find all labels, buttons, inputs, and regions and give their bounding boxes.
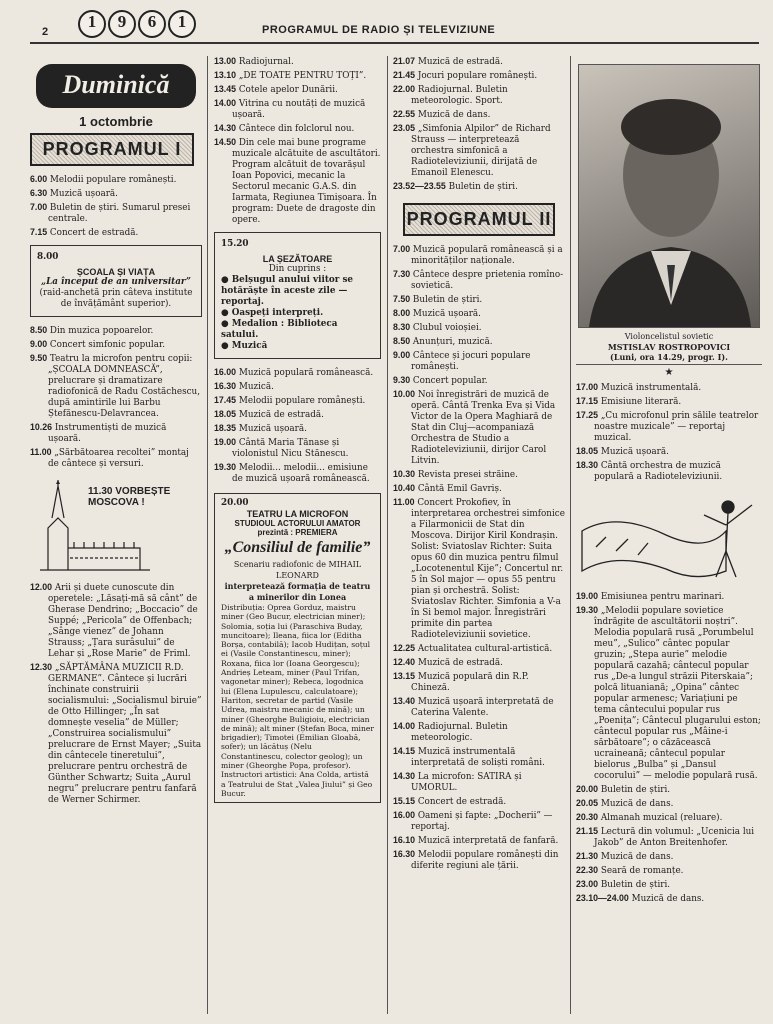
program-time: 13.45 (214, 84, 237, 94)
program-text: Instrumentiști de muzică ușoară. (48, 423, 167, 444)
program-item (393, 657, 565, 669)
program-text: „SĂPTĂMÂNA MUZICII R.D. GERMANE”. Cântece și lucrări închinate construirii socialismului: „Socialismul biruie” de Otto Hillinger; „În sat domnește veselia” de Müller; „Construirea socialismului” prelucrare de Ernst Mayer; „Suita din cântecele tineretului”, prelucrare pentru orchestră de Günther Schwartz; Suita „Aurul negru” prelucrare pentru fanfară de Werner Schirmer. (48, 663, 202, 805)
program-item (393, 796, 565, 808)
program-text: Cântece din folclorul nou. (238, 124, 355, 134)
scoala-si-viata-box (30, 245, 202, 317)
program-text: Buletin de știri. Sumarul presei centrale. (48, 203, 191, 224)
year-digit: 1 (78, 10, 106, 38)
program-time: 19.00 (214, 437, 237, 447)
program-time: 20.00 (576, 784, 599, 794)
program-time: 17.45 (214, 395, 237, 405)
program-time: 16.00 (393, 810, 416, 820)
program-text: Concert Prokofiev, în interpretarea orchestrei simfonice a Filarmonicii de Stat din Moscova. Dirijor Kiril Kondrașin. Solist: Sviatoslav Richter: Suita opus 60 din muzica pentru filmul „Locotenentul Kije”; Concertul nr. 5 în Sol major — opus 55 pentru pian și orchestră. Solist: Sviatoslav Richter. Simfonia a V-a în Si bemol major. Înregistrări primite din partea Radioteleviziunii sovietice. (411, 498, 565, 640)
program-text: Emisiune literară. (600, 397, 682, 407)
program-text: „Melodii populare sovietice îndrăgite de ascultătorii noștri”. Melodia populară rusă „Porumbelul meu”, „Sulico” cântec popular gruzin; „Stepa aurie” melodie populară cazahă; cântecul popular rus „De-a lungul străzii Piterskaia”; polcă lituaniană; „Opina” cântec popular armenesc; Variațiuni pe tema cântecului popular rus „Poenița”; Cântecul plugarului eston; cântecul popular rus „Mâine-i sărbătoare”; o căzăcească ucraineană; cântecul popular bielorus „Bulba” și „Dansul cocorului” — melodie populară rusă. (594, 606, 761, 781)
program-item (576, 396, 762, 408)
program-item (393, 350, 565, 373)
program-item (576, 446, 762, 458)
program-time: 7.50 (393, 294, 411, 304)
program-time: 7.00 (30, 202, 48, 212)
program-time: 16.00 (214, 367, 237, 377)
column-divider (570, 56, 571, 1014)
program-text: Muzică ușoară. (238, 424, 307, 434)
program-item (214, 70, 381, 82)
program-text: „DE TOATE PENTRU TOȚI”. (238, 71, 367, 81)
program-item (576, 410, 762, 444)
program-2-banner: PROGRAMUL II (403, 203, 555, 236)
theatre-line2: STUDIOUL ACTORULUI AMATOR (234, 519, 361, 528)
kremlin-tower-sketch (30, 478, 202, 574)
program-text: „Sărbătoarea recoltei” montaj de cântece și versuri. (48, 448, 189, 469)
theatre-author: Scenariu radiofonic de MIHAIL LEONARD (233, 560, 362, 580)
page-header (30, 12, 759, 44)
program-text: Muzică populară românească. (238, 368, 374, 378)
program-time: 21.45 (393, 70, 416, 80)
program-item (393, 835, 565, 847)
program-item (393, 269, 565, 292)
program-item (214, 462, 381, 485)
year-digit: 9 (108, 10, 136, 38)
program-time: 21.15 (576, 826, 599, 836)
rostropovici-photo (578, 64, 760, 328)
orchestra-sketch (576, 491, 762, 583)
program-text: „Simfonia Alpilor” de Richard Strauss — interpretează orchestra simfonică a Radioteleviziunii, dirijată de Emanoil Elenescu. (411, 124, 551, 178)
program-item (576, 893, 762, 905)
program-item (576, 851, 762, 863)
teatru-la-microfon-box (214, 493, 381, 803)
program-item (393, 771, 565, 794)
program-text: Cântece și jocuri populare românești. (411, 351, 531, 372)
program-time: 14.00 (214, 98, 237, 108)
program-item (576, 784, 762, 796)
program-time: 10.26 (30, 422, 53, 432)
program-time: 19.30 (214, 462, 237, 472)
program-text: Muzică de estradă. (417, 658, 503, 668)
program-text: Muzică de estradă. (417, 57, 503, 67)
program-item (393, 109, 565, 121)
program-item (393, 696, 565, 719)
program-text: Muzică de dans. (631, 894, 705, 904)
program-item (214, 84, 381, 96)
program-item (214, 137, 381, 226)
column-divider (387, 56, 388, 1014)
program-item (214, 423, 381, 435)
theatre-line1: TEATRU LA MICROFON (246, 509, 349, 519)
program-time: 16.30 (214, 381, 237, 391)
program-time: 8.50 (393, 336, 411, 346)
program-text: Clubul voioșiei. (412, 323, 482, 333)
program-item (393, 123, 565, 179)
program-item (214, 395, 381, 407)
program-text: Muzică de dans. (600, 852, 674, 862)
program-text: Din cele mai bune programe muzicale alcătuite de ascultători. Program alcătuit de tovarășul Ioan Popovici, mecanic la Sectorul mecanic G.A.S. din Iarmata, Regiunea Timișoara. În program: Duete de dragoste din opere. (232, 138, 381, 225)
box-time: 20.00 (221, 498, 249, 508)
program-item (393, 746, 565, 769)
program-text: Radiojurnal. (238, 57, 294, 67)
program-item (393, 84, 565, 107)
program-time: 16.10 (393, 835, 416, 845)
program-item (30, 202, 202, 225)
program-time: 9.00 (393, 350, 411, 360)
program-time: 8.50 (30, 325, 48, 335)
program-item (393, 375, 565, 387)
program-text: Muzică de dans. (600, 799, 674, 809)
program-time: 10.00 (393, 389, 416, 399)
program-time: 7.15 (30, 227, 48, 237)
day-banner: Duminică (36, 64, 196, 108)
program-time: 22.55 (393, 109, 416, 119)
date-heading: 1 octombrie (79, 114, 153, 129)
program-text: Emisiunea pentru marinari. (600, 592, 725, 602)
program-time: 13.15 (393, 671, 416, 681)
column-divider (207, 56, 208, 1014)
program-text: Muzică. (238, 382, 274, 392)
program-time: 20.05 (576, 798, 599, 808)
column-1 (30, 56, 202, 808)
program-text: Cotele apelor Dunării. (238, 85, 338, 95)
program-item (30, 188, 202, 200)
program-text: Muzică populară din R.P. Chineză. (411, 672, 529, 693)
program-time: 14.30 (214, 123, 237, 133)
program-item (30, 447, 202, 470)
program-time: 13.10 (214, 70, 237, 80)
program-text: Muzică de estradă. (238, 410, 324, 420)
program-text: Oameni și fapte: „Docherii” — reportaj. (411, 811, 553, 832)
program-text: Muzică ușoară. (600, 447, 669, 457)
program-time: 6.30 (30, 188, 48, 198)
program-item (393, 721, 565, 744)
program-time: 20.30 (576, 812, 599, 822)
program-text: Buletin de știri. (600, 880, 671, 890)
program-time: 6.00 (30, 174, 48, 184)
program-time: 11.00 (393, 497, 415, 507)
program-item (393, 294, 565, 306)
program-text: Melodii populare românești. (49, 175, 177, 185)
program-text: Muzică ușoară. (49, 189, 118, 199)
year-badge (78, 10, 196, 38)
program-item (576, 605, 762, 782)
program-text: Muzică ușoară. (412, 309, 481, 319)
program-time: 18.05 (576, 446, 599, 456)
program-time: 9.50 (30, 353, 48, 363)
program-1-banner: PROGRAMUL I (30, 133, 194, 166)
program-text: Muzică populară românească și a minorităților naționale. (411, 245, 563, 266)
program-time: 8.30 (393, 322, 411, 332)
program-item (576, 798, 762, 810)
program-item (30, 227, 202, 239)
program-text: Concert popular. (412, 376, 488, 386)
box-title: ȘCOALA ȘI VIAȚA (76, 267, 156, 277)
program-text: Radiojurnal. Buletin meteorologic. (411, 722, 508, 743)
program-time: 13.40 (393, 696, 416, 706)
program-item (393, 308, 565, 320)
program-text: Anunțuri, muzică. (412, 337, 493, 347)
program-item (30, 662, 202, 806)
program-item (393, 849, 565, 872)
program-text: Arii și duete cunoscute din operetele: „Lăsați-mă să cânt” de Gherase Dendrino; „Boccacio” de Suppé; „Pericola” de Offenbach; „Sânge vienez” de Johann Strauss; „Țara surâsului” de Lehar și „Rose Marie” de Friml. (48, 583, 198, 659)
program-item (393, 497, 565, 641)
program-time: 21.30 (576, 851, 599, 861)
program-item (30, 339, 202, 351)
photo-caption: Violoncelistul sovietic MSTISLAV ROSTROPOVICI (Luni, ora 14.29, progr. I). (607, 332, 731, 362)
program-item (393, 322, 565, 334)
program-time: 9.30 (393, 375, 411, 385)
program-text: Teatru la microfon pentru copii: „ȘCOALA DOMNEASCĂ”, prelucrare și dramatizare radiofonică de Radu Costăchescu, după amintirile lui Barbu Ștefănescu-Delavrancea. (48, 354, 201, 419)
moscova-item: 11.30 VORBEȘTE MOSCOVA ! (88, 486, 171, 508)
program-time: 18.30 (576, 460, 599, 470)
program-text: Melodii populare românești din diferite regiuni ale țării. (411, 850, 559, 871)
header-rule (30, 42, 759, 44)
program-text: Concert de estradă. (417, 797, 507, 807)
program-text: Revista presei străine. (417, 470, 518, 480)
program-time: 12.30 (30, 662, 53, 672)
program-item (214, 381, 381, 393)
program-text: Muzică interpretată de fanfară. (417, 836, 559, 846)
program-text: Jocuri populare românești. (417, 71, 538, 81)
program-time: 23.05 (393, 123, 416, 133)
program-item (393, 181, 565, 193)
column-4 (576, 56, 762, 907)
program-time: 7.00 (393, 244, 411, 254)
program-text: Noi înregistrări de muzică de operă. Cântă Trenka Eva și Vida Victor de la Opera Maghiară de Stat din Cluj—acompaniază Orchestra de Studio a Radioteleviziunii, dirijor Carol Litvin. (411, 390, 556, 466)
program-text: Concert de estradă. (49, 228, 139, 238)
year-digit: 6 (138, 10, 166, 38)
program-time: 10.30 (393, 469, 416, 479)
program-item (576, 591, 762, 603)
program-time: 14.15 (393, 746, 416, 756)
program-time: 14.00 (393, 721, 416, 731)
theatre-line3: prezintă : PREMIERA (257, 528, 338, 537)
program-item (214, 437, 381, 460)
program-item (30, 422, 202, 445)
program-item (214, 56, 381, 68)
program-item (393, 70, 565, 82)
program-text: Muzică instrumentală interpretată de soliști români. (411, 747, 545, 768)
program-time: 12.25 (393, 643, 416, 653)
program-item (393, 469, 565, 481)
program-item (214, 123, 381, 135)
box-title: LA ȘEZĂTOARE (262, 254, 333, 264)
program-item (576, 812, 762, 824)
program-item (30, 582, 202, 660)
program-text: Cântă orchestra de muzică populară a Radioteleviziunii. (594, 461, 723, 482)
column-3 (393, 56, 565, 874)
program-time: 19.00 (576, 591, 599, 601)
program-time: 22.30 (576, 865, 599, 875)
program-item (393, 643, 565, 655)
program-text: Din muzica popoarelor. (49, 326, 154, 336)
star-divider: ★ (576, 364, 762, 378)
program-item (393, 389, 565, 467)
la-sezatoare-box (214, 232, 381, 359)
program-item (393, 56, 565, 68)
program-text: „Cu microfonul prin sălile teatrelor noastre muzicale” — reportaj muzical. (594, 411, 759, 443)
program-text: Cântă Maria Tănase și violonistul Nicu Stănescu. (232, 438, 349, 459)
program-time: 19.30 (576, 605, 599, 615)
program-item (576, 460, 762, 483)
column-2 (214, 56, 381, 803)
program-item (576, 382, 762, 394)
program-item (30, 325, 202, 337)
program-time: 23.00 (576, 879, 599, 889)
program-time: 13.00 (214, 56, 237, 66)
program-time: 11.00 (30, 447, 52, 457)
program-text: Concert simfonic popular. (49, 340, 166, 350)
program-item (393, 671, 565, 694)
program-time: 8.00 (393, 308, 411, 318)
page-number: 2 (42, 26, 49, 38)
box-description: (raid-anchetă prin câteva institute de învățământ superior). (39, 288, 193, 309)
program-item (576, 879, 762, 891)
program-text: Muzică de dans. (417, 110, 491, 120)
program-time: 12.40 (393, 657, 416, 667)
program-time: 10.40 (393, 483, 416, 493)
program-text: Muzică instrumentală. (600, 383, 702, 393)
program-time: 23.52—23.55 (393, 181, 446, 191)
program-time: 17.15 (576, 396, 599, 406)
program-text: Vitrina cu noutăți de muzică ușoară. (232, 99, 366, 120)
program-time: 23.10—24.00 (576, 893, 629, 903)
program-item (576, 826, 762, 849)
page-title: PROGRAMUL DE RADIO ȘI TELEVIZIUNE (262, 24, 496, 36)
program-text: Buletin de știri. (448, 182, 518, 192)
box-point: ● Oaspeți interpreți. (221, 308, 324, 318)
program-item (30, 353, 202, 420)
program-time: 7.30 (393, 269, 411, 279)
program-item (214, 409, 381, 421)
program-text: Buletin de știri. (412, 295, 483, 305)
program-text: Seară de romanțe. (600, 866, 684, 876)
program-time: 17.25 (576, 410, 599, 420)
program-text: Melodii... melodii... emisiune de muzică ușoară românească. (232, 463, 370, 484)
box-subtitle: „La început de an universitar” (41, 277, 191, 287)
program-item (393, 483, 565, 495)
program-text: Actualitatea cultural-artistică. (417, 644, 553, 654)
program-time: 21.07 (393, 56, 416, 66)
program-text: Radiojurnal. Buletin meteorologic. Sport. (411, 85, 508, 106)
program-text: Cântece despre prietenia romîno-sovietică. (411, 270, 564, 291)
program-time: 12.00 (30, 582, 53, 592)
program-text: Muzică ușoară interpretată de Caterina Valente. (411, 697, 554, 718)
box-time: 8.00 (37, 252, 59, 262)
program-time: 14.50 (214, 137, 237, 147)
program-text: Cântă Emil Gavriș. (417, 484, 502, 494)
program-time: 17.00 (576, 382, 599, 392)
program-item (214, 98, 381, 121)
program-text: Lectură din volumul: „Ucenicia lui Jakob” de Anton Breitenhofer. (594, 827, 755, 848)
box-time: 15.20 (221, 239, 249, 249)
program-time: 22.00 (393, 84, 416, 94)
year-digit: 1 (168, 10, 196, 38)
program-text: Buletin de știri. (600, 785, 671, 795)
program-time: 14.30 (393, 771, 416, 781)
program-item (30, 174, 202, 186)
theatre-cast: Distribuția: Oprea Gorduz, maistru miner (Geo Bucur, electrician miner); Solomia, soția lui (Paraschiva Buday, muncitoare); Ileana, fiica lor (Editha Borșa, contabilă); Iacob Hudițan, soțul ei (Vasile Constantinescu, miner); Roxana, fiica lor (Ioana Georgescu); Andrieș Leteam, miner (Paul Trifan, vagonetar miner); Rebeca, logodnica lui (Elena Lupulescu, calculatoare); Hariton, secretar de partid (Vasile Udrea, maistru mecanic de mină); un miner (Gheorghe Buligioiu, electrician de mină); alt miner (Ștefan Boca, miner brigadier); Timotei (Emilian Gloabă, sofer); un lăcătuș (Nelu Constantinescu, colector geolog); un miner (Gheorghe Popa, profesor). Instructori artistici: Ana Colda, artistă a Teatrului de Stat „Valea Jiului” și Geo Bucur. (221, 603, 374, 798)
program-item (576, 865, 762, 877)
box-intro: Din cuprins : (268, 264, 327, 274)
program-item (393, 336, 565, 348)
program-time: 9.00 (30, 339, 48, 349)
box-point: ● Medalion : Biblioteca satului. (221, 319, 338, 340)
program-item (393, 244, 565, 267)
program-text: Almanah muzical (reluare). (600, 813, 723, 823)
program-time: 16.30 (393, 849, 416, 859)
box-point: ● Muzică (221, 341, 268, 351)
program-text: Melodii populare românești. (238, 396, 366, 406)
theatre-performers: interpretează formația de teatru a minerilor din Lonea (224, 581, 371, 602)
program-time: 18.35 (214, 423, 237, 433)
program-text: La microfon: SATIRA și UMORUL. (411, 772, 522, 793)
theatre-title: „Consiliul de familie” (224, 539, 371, 556)
program-item (214, 367, 381, 379)
program-time: 18.05 (214, 409, 237, 419)
box-point: ● Belșugul anului viitor se hotărăște în aceste zile — reportaj. (221, 275, 354, 307)
program-time: 15.15 (393, 796, 416, 806)
program-item (393, 810, 565, 833)
